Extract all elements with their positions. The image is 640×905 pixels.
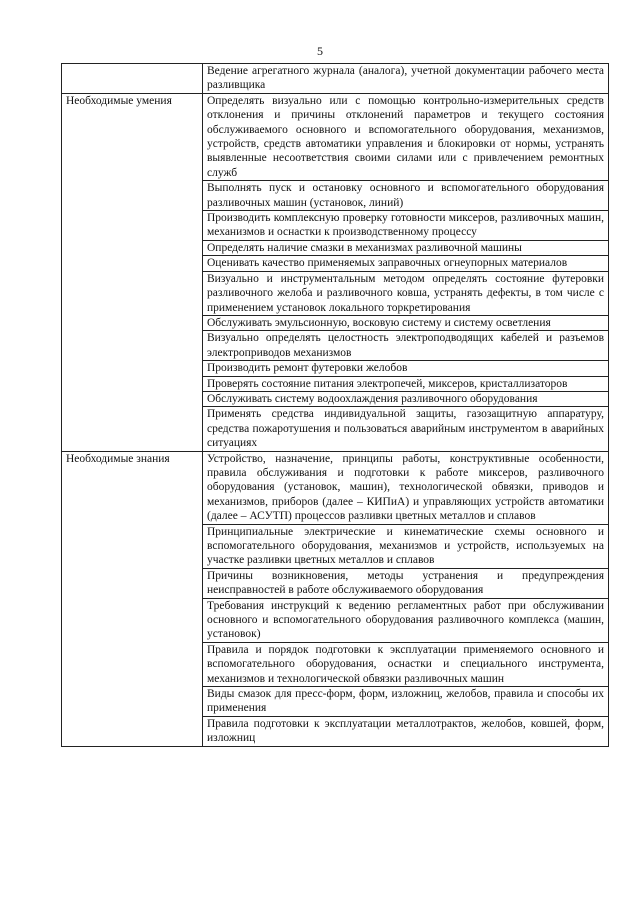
skills-label: Необходимые умения — [62, 93, 203, 451]
row-label — [62, 64, 203, 94]
table-row — [62, 451, 609, 524]
skill-item: Выполнять пуск и остановку основного и вспомогательного оборудования разливочных машин (установок, линий) — [203, 181, 609, 211]
skill-item: Обслуживать эмульсионную, восковую систему и систему осветления — [203, 315, 609, 330]
knowledge-item: Устройство, назначение, принципы работы, конструктивные особенности, правила обслуживания и подготовки к работе миксеров, разливочного оборудования (установок, машин), технологической обвязки, приводов и механизмов, приборов (далее – КИПиА) и управляющих устройств автоматики (далее – АСУТП) процессов разливки цветных металлов и сплавов — [203, 451, 609, 524]
skill-item: Обслуживать систему водоохлаждения разливочного оборудования — [203, 391, 609, 406]
skill-item: Производить комплексную проверку готовности миксеров, разливочных машин, механизмов и оснастки к производственному процессу — [203, 211, 609, 241]
skill-item: Производить ремонт футеровки желобов — [203, 361, 609, 376]
knowledge-item: Требования инструкций к ведению регламентных работ при обслуживании основного и вспомогательного оборудования разливочного комплекса (машин, установок) — [203, 598, 609, 642]
knowledge-item: Причины возникновения, методы устранения и предупреждения неисправностей в работе обслуживаемого оборудования — [203, 568, 609, 598]
skill-item: Определять наличие смазки в механизмах разливочной машины — [203, 240, 609, 255]
skill-item: Применять средства индивидуальной защиты, газозащитную аппаратуру, средства пожаротушения и пользоваться аварийным инструментом в аварийных ситуациях — [203, 407, 609, 451]
knowledge-item: Правила и порядок подготовки к эксплуатации применяемого основного и вспомогательного оборудования, оснастки и специального инструмента, механизмов и технологической обвязки разливочных машин — [203, 642, 609, 686]
knowledge-item: Принципиальные электрические и кинематические схемы основного и вспомогательного оборудования, механизмов и устройств, используемых на участке разливки цветных металлов и сплавов — [203, 524, 609, 568]
top-row-item: Ведение агрегатного журнала (аналога), учетной документации рабочего места разливщика — [203, 64, 609, 94]
page-number: 5 — [317, 44, 323, 58]
skill-item: Визуально определять целостность электроподводящих кабелей и разъемов электроприводов механизмов — [203, 331, 609, 361]
table-row — [62, 93, 609, 180]
skill-item: Оценивать качество применяемых заправочных огнеупорных материалов — [203, 256, 609, 271]
skill-item: Проверять состояние питания электропечей, миксеров, кристаллизаторов — [203, 376, 609, 391]
skill-item: Определять визуально или с помощью контрольно-измерительных средств отклонения и причины отклонений параметров и текущего состояния обслуживаемого основного и вспомогательного оборудования, механизмов, устройств, средств автоматики управления и блокировки от нормы, устранять выявленные несоответствия своими силами или с привлечением ремонтных служб — [203, 93, 609, 180]
knowledge-label: Необходимые знания — [62, 451, 203, 746]
competency-table — [61, 63, 609, 747]
skill-item: Визуально и инструментальным методом определять состояние футеровки разливочного желоба и разливочного ковша, устранять дефекты, в том числе с применением установок локального торкретирования — [203, 271, 609, 315]
knowledge-item: Виды смазок для пресс-форм, форм, изложниц, желобов, правила и способы их применения — [203, 687, 609, 717]
table-row — [62, 64, 609, 94]
knowledge-item: Правила подготовки к эксплуатации металлотрактов, желобов, ковшей, форм, изложниц — [203, 716, 609, 746]
